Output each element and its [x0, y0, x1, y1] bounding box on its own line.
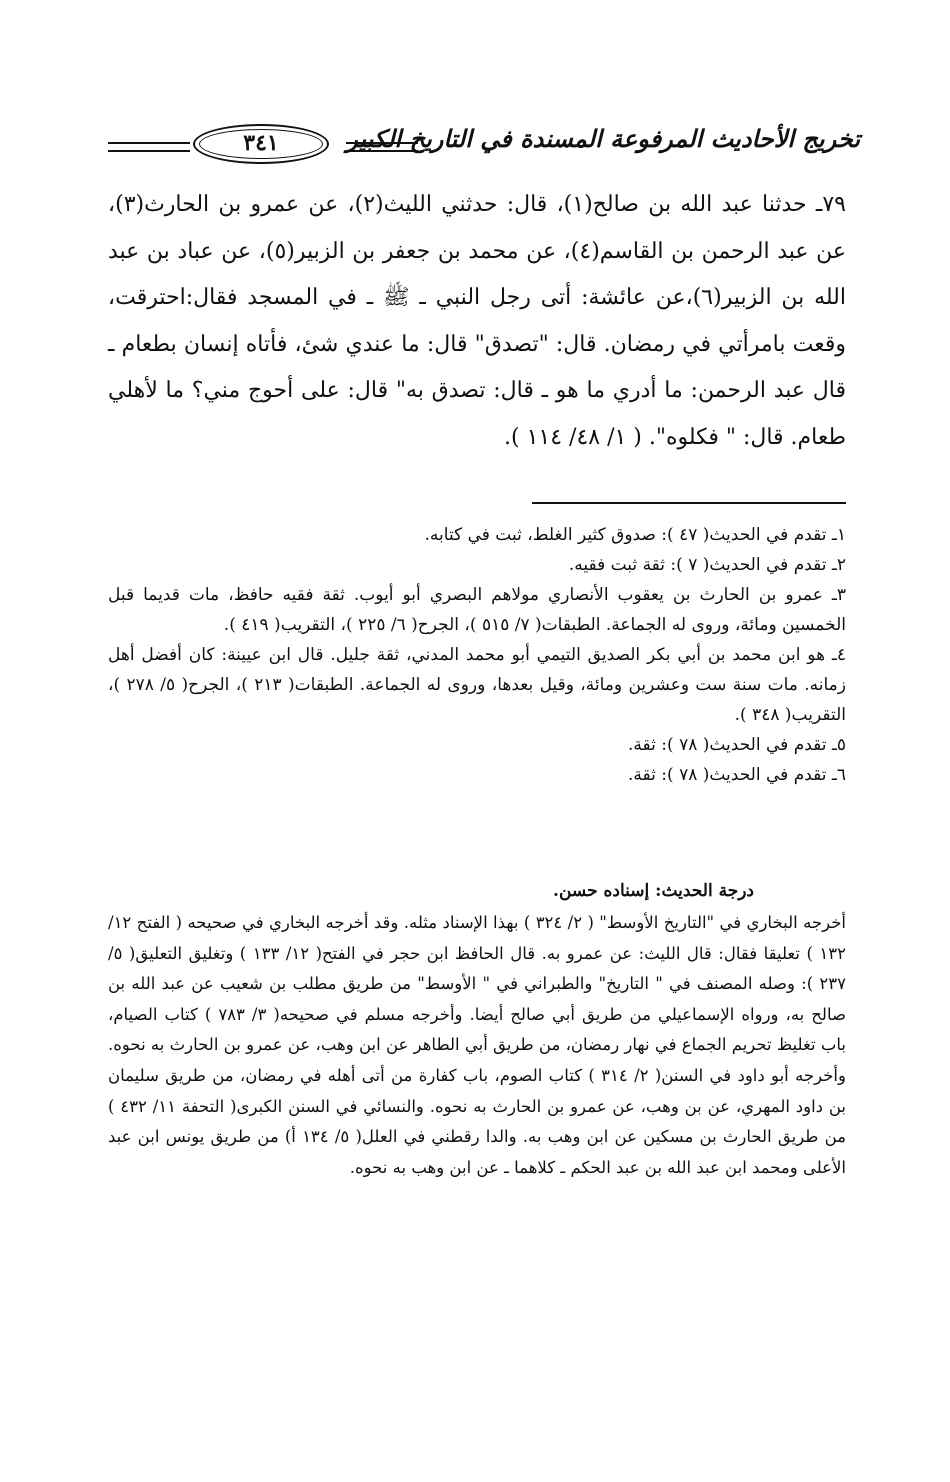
footnote-divider — [532, 502, 846, 504]
hadith-grade — [108, 876, 846, 906]
page-number-cartouche — [193, 124, 329, 164]
cartouche-inner-border — [199, 129, 323, 159]
grade-text: درجة الحديث: إسناده حسن. — [553, 881, 754, 901]
footnote-1: ١ـ تقدم في الحديث( ٤٧ ): صدوق كثير الغلط، ثبت في كتابه. — [424, 525, 846, 545]
header-double-rule-left — [108, 142, 190, 152]
footnote-6: ٦ـ تقدم في الحديث( ٧٨ ): ثقة. — [628, 765, 846, 785]
footnote-2: ٢ـ تقدم في الحديث( ٧ ): ثقة ثبت فقيه. — [568, 555, 846, 575]
hadith-text — [108, 182, 846, 461]
footnote-5: ٥ـ تقدم في الحديث( ٧٨ ): ثقة. — [628, 735, 846, 755]
takhrij-section — [108, 908, 846, 1183]
footnote-4: ٤ـ هو ابن محمد بن أبي بكر الصديق التيمي أبو محمد المدني، ثقة جليل. قال ابن عيينة: كان أفضل أهل زمانه. مات سنة ست وعشرين ومائة، وقيل بعدها، وروى له الجماعة. الطبقات( ٢١٣ )، الجرح( ٥/ ٢٧٨ )، التقريب( ٣٤٨ ). — [108, 645, 846, 725]
header-double-rule — [346, 142, 418, 152]
page-header — [108, 118, 860, 178]
footnote-3: ٣ـ عمرو بن الحارث بن يعقوب الأنصاري مولاهم البصري أبو أيوب. ثقة فقيه حافظ، مات قديما قبل الخمسين ومائة، وروى له الجماعة. الطبقات( ٧/ ٥١٥ )، الجرح( ٦/ ٢٢٥ )، التقريب( ٤١٩ ). — [108, 585, 846, 635]
page-number: ٣٤١ — [243, 130, 279, 156]
takhrij-paragraph: أخرجه البخاري في "التاريخ الأوسط" ( ٢/ ٣٢٤ ) بهذا الإسناد مثله. وقد أخرجه البخاري في صحيحه ( الفتح ١٢/ ١٣٢ ) تعليقا فقال: قال الليث: عن عمرو به. قال الحافظ ابن حجر في الفتح( ١٢/ ١٣٣ ) وتغليق التعليق( ٥/ ٢٣٧ ): وصله المصنف في " التاريخ" والطبراني في " الأوسط" من طريق مطلب بن شعيب عن عبد الله بن صالح به، ورواه الإسماعيلي من طريق أبي صالح أيضا. وأخرجه مسلم في صحيحه( ٣/ ٧٨٣ ) كتاب الصيام، باب تغليظ تحريم الجماع في نهار رمضان، من طريق أبي الطاهر عن ابن وهب، عن عمرو بن الحارث به نحوه. وأخرجه أبو داود في السنن( ٢/ ٣١٤ ) كتاب الصوم، باب كفارة من أتى أهله في رمضان، من طريق سليمان بن داود المهري، عن بن وهب، عن عمرو بن الحارث به نحوه. والنسائي في السنن الكبرى( التحفة ١١/ ٤٣٢ ) من طريق الحارث بن مسكين عن ابن وهب به. والدا رقطني في العلل( ٥/ ١٣٤ أ) من طريق يونس ابن عبد الأعلى ومحمد ابن عبد الله بن عبد الحكم ـ كلاهما ـ عن ابن وهب به نحوه. — [108, 913, 847, 1177]
running-title: تخريج الأحاديث المرفوعة المسندة في التاريخ الكبير — [346, 124, 860, 153]
footnotes — [108, 520, 846, 790]
hadith-paragraph: ٧٩ـ حدثنا عبد الله بن صالح(١)، قال: حدثني الليث(٢)، عن عمرو بن الحارث(٣)، عن عبد الرحمن بن القاسم(٤)، عن محمد بن جعفر بن الزبير(٥)، عن عباد بن عبد الله بن الزبير(٦)،عن عائشة: أتى رجل النبي ـ ﷺ ـ في المسجد فقال:احترقت، وقعت بامرأتي في رمضان. قال: "تصدق" قال: ما عندي شئ، فأتاه إنسان بطعام ـ قال عبد الرحمن: ما أدري ما هو ـ قال: تصدق به" قال: على أحوج مني؟ ما لأهلي طعام. قال: " فكلوه". ( ١/ ٤٨/ ١١٤ ). — [108, 192, 847, 450]
